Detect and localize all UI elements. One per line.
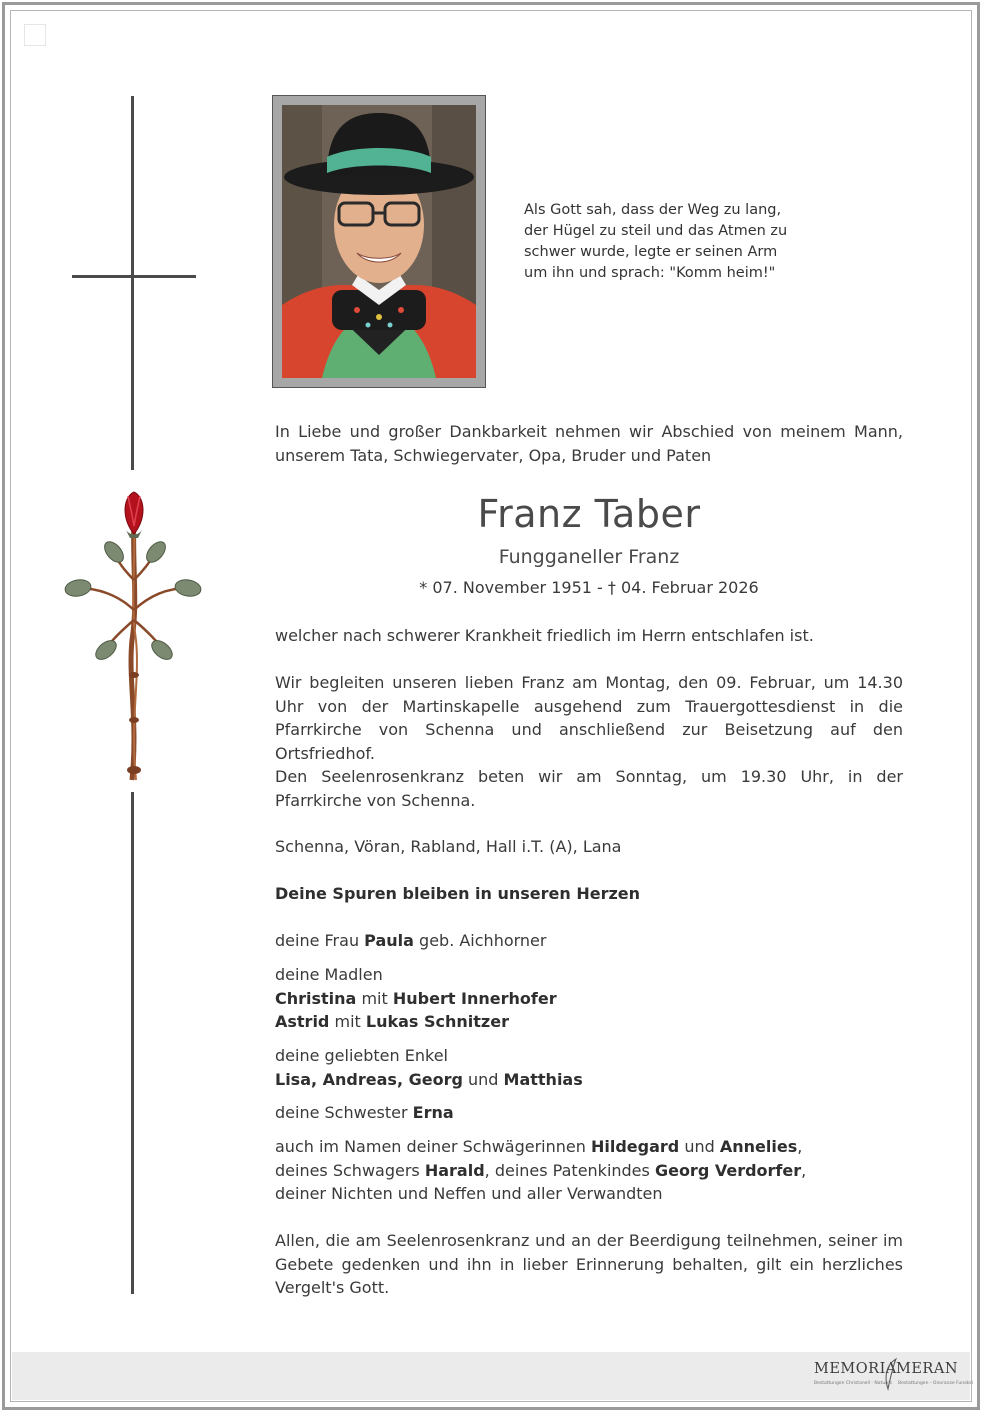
brother-in-law-name: Harald	[424, 1160, 485, 1180]
with-word: mit	[361, 988, 388, 1008]
daughter-name: Christina	[275, 988, 357, 1008]
mourner-relatives	[275, 1135, 903, 1206]
logo-right-word: MERAN	[896, 1361, 959, 1377]
and-word: und	[684, 1137, 715, 1156]
mourner-sister	[275, 1101, 903, 1125]
godchild-name: Georg Verdorfer	[654, 1160, 802, 1180]
rose-panel	[58, 470, 208, 792]
rose-icon	[58, 470, 208, 792]
poem	[524, 200, 824, 284]
deceased-name: Franz Taber	[477, 492, 701, 536]
places-text: Schenna, Vöran, Rabland, Hall i.T. (A), Lana	[275, 837, 622, 856]
logo-left-word: MEMORIA	[814, 1361, 897, 1377]
grandchildren-label: deine geliebten Enkel	[275, 1046, 448, 1065]
wife-name: Paula	[364, 931, 414, 950]
motto-text	[275, 882, 903, 906]
grandchild-name: Matthias	[503, 1069, 583, 1089]
rosary-text: Den Seelenrosenkranz beten wir am Sonntag, um 19.30 Uhr, in der Pfarrkirche von Schenna.	[275, 767, 903, 810]
mourner-wife	[275, 929, 903, 953]
passing-text: welcher nach schwerer Krankheit friedlich im Herrn entschlafen ist.	[275, 626, 814, 645]
sister-in-law-name: Hildegard	[590, 1137, 680, 1156]
corner-mark	[24, 24, 46, 46]
closing-text: Allen, die am Seelenrosenkranz und an der Beerdigung teilnehmen, seiner im Gebete gedenken und ihn in lieber Erinnerung behalten, gilt ein herzliches Vergelt's Gott.	[275, 1231, 903, 1297]
memoria-meran-logo	[814, 1361, 973, 1395]
relatives-line: deiner Nichten und Neffen und aller Verwandten	[275, 1184, 663, 1203]
wife-prefix: deine Frau	[275, 931, 360, 950]
brother-in-law-prefix: deines Schwagers	[275, 1160, 420, 1180]
partner-name: Lukas Schnitzer	[365, 1012, 509, 1031]
wife-maiden: geb. Aichhorner	[419, 931, 547, 950]
portrait-photo-frame	[272, 95, 486, 388]
sister-in-law-name: Annelies	[719, 1137, 798, 1156]
comma: ,	[801, 1160, 807, 1180]
godchild-prefix: , deines Patenkindes	[484, 1160, 650, 1180]
logo-sub-right: Bestattungen - Onoranze Funebri	[898, 1381, 973, 1386]
sister-prefix: deine Schwester	[275, 1103, 408, 1122]
grandchildren-names: Lisa, Andreas, Georg	[275, 1069, 463, 1089]
mourner-daughters	[275, 963, 903, 1034]
with-word: mit	[334, 1012, 361, 1031]
daughters-label: deine Madlen	[275, 965, 383, 984]
poem-line: Als Gott sah, dass der Weg zu lang,	[524, 202, 782, 218]
grandchildren-line	[275, 1068, 903, 1092]
cross-horizontal-bar	[72, 275, 196, 278]
motto: Deine Spuren bleiben in unseren Herzen	[275, 884, 641, 903]
poem-line: schwer wurde, legte er seinen Arm	[524, 244, 778, 260]
life-dates: * 07. November 1951 - † 04. Februar 2026	[419, 578, 759, 597]
deceased-nickname: Fungganeller Franz	[498, 546, 680, 568]
brother-in-law-line	[275, 1159, 903, 1183]
poem-line: der Hügel zu steil und das Atmen zu	[524, 223, 788, 239]
daughter-line	[275, 1010, 903, 1034]
intro-text: In Liebe und großer Dankbarkeit nehmen wir Abschied von meinem Mann, unserem Tata, Schwiegervater, Opa, Bruder und Paten	[275, 422, 903, 465]
logo-sub-left: Bestattungen Christanell - Naturns	[814, 1381, 893, 1386]
funeral-text: Wir begleiten unseren lieben Franz am Montag, den 09. Februar, um 14.30 Uhr von der Martinskapelle ausgehend zum Trauergottesdienst in die Pfarrkirche von Schenna und anschließend zur Beisetzung auf den Ortsfriedhof.	[275, 673, 903, 763]
daughter-line	[275, 987, 903, 1011]
mourner-grandchildren	[275, 1044, 903, 1091]
sister-name: Erna	[412, 1103, 454, 1122]
sisters-in-law-line	[275, 1135, 903, 1159]
portrait-photo	[282, 105, 476, 378]
comma: ,	[797, 1137, 803, 1156]
poem-line: um ihn und sprach: "Komm heim!"	[524, 265, 776, 281]
partner-name: Hubert Innerhofer	[392, 988, 557, 1008]
daughter-name: Astrid	[275, 1012, 330, 1031]
and-word: und	[468, 1069, 499, 1089]
also-prefix: auch im Namen deiner Schwägerinnen	[275, 1137, 586, 1156]
